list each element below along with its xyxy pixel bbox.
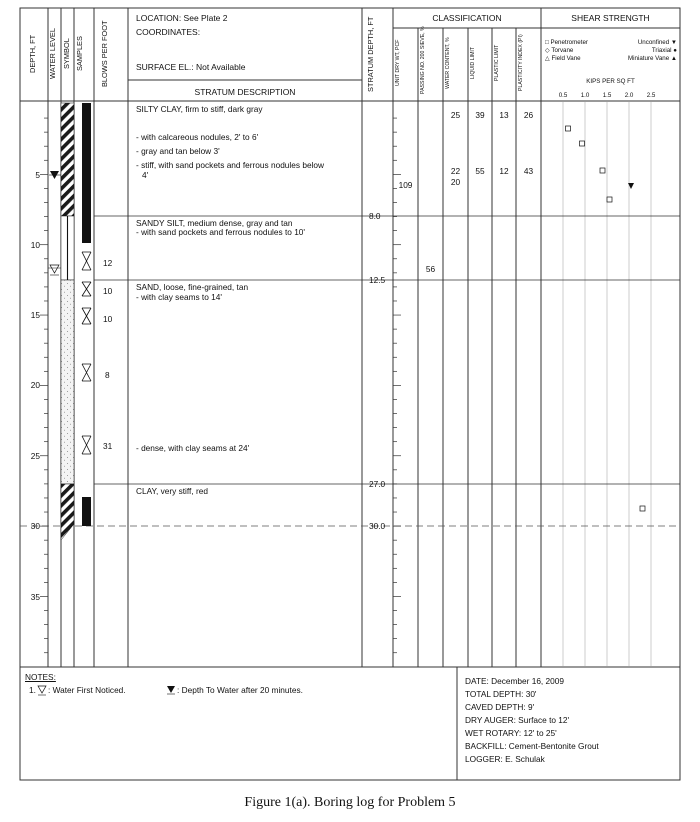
depth-label: 5 <box>35 170 40 180</box>
info-date: DATE: December 16, 2009 <box>465 676 564 686</box>
info-total-depth: TOTAL DEPTH: 30' <box>465 689 537 699</box>
water-content-value: 25 <box>450 110 461 120</box>
legend-field-vane: △ Field Vane <box>545 55 581 62</box>
notes-after-20min-text: : Depth To Water after 20 minutes. <box>177 685 303 695</box>
stratum-desc-line: - with sand pockets and ferrous nodules to 10' <box>136 227 306 237</box>
plasticity-index-value: 43 <box>523 166 534 176</box>
blow-count: 10 <box>103 286 113 296</box>
liquid-limit-value: 55 <box>475 166 485 176</box>
stratum-description-header: STRATUM DESCRIPTION <box>194 87 296 97</box>
samples-header: SAMPLES <box>75 36 84 72</box>
sand-symbol <box>61 280 74 484</box>
stratum-desc-line: CLAY, very stiff, red <box>136 486 208 496</box>
figure-caption: Figure 1(a). Boring log for Problem 5 <box>244 795 456 810</box>
stratum-depth-value: 27.0 <box>369 479 386 489</box>
stratum-depth-value: 8.0 <box>369 211 381 221</box>
blow-count: 8 <box>105 370 110 380</box>
info-backfill: BACKFILL: Cement-Bentonite Grout <box>465 741 599 751</box>
location-label: LOCATION: See Plate 2 <box>136 13 228 23</box>
blow-count: 31 <box>103 441 113 451</box>
stratum-desc-line: SANDY SILT, medium dense, gray and tan <box>136 218 293 228</box>
plastic-limit-header: PLASTIC LIMIT <box>494 44 500 82</box>
plasticity-index-value: 26 <box>523 110 534 120</box>
scale-tick: 0.5 <box>558 92 568 99</box>
water-content-value: 20 <box>450 177 461 187</box>
silty-clay-symbol <box>61 103 74 216</box>
info-wet-rotary: WET ROTARY: 12' to 25' <box>465 728 557 738</box>
legend-torvane: ◇ Torvane <box>545 47 574 54</box>
water-content-value: 22 <box>450 166 461 176</box>
passing-200-value: 56 <box>425 264 436 274</box>
blow-count: 10 <box>103 314 113 324</box>
plasticity-index-header: PLASTICITY INDEX (PI) <box>518 34 524 92</box>
stratum-desc-line: - with clay seams to 14' <box>136 292 222 302</box>
water-level-header: WATER LEVEL <box>48 28 57 80</box>
plastic-limit-value: 13 <box>499 110 509 120</box>
legend-penetrometer: □ Penetrometer <box>545 39 588 46</box>
depth-label: 10 <box>30 240 40 250</box>
coordinates-label: COORDINATES: <box>136 27 201 37</box>
scale-tick: 2.5 <box>646 92 656 99</box>
scale-tick: 1.5 <box>602 92 612 99</box>
stratum-depth-value: 30.0 <box>369 521 386 531</box>
blow-count: 12 <box>103 258 113 268</box>
blows-per-foot-header: BLOWS PER FOOT <box>100 20 109 88</box>
water-content-header: WATER CONTENT, % <box>445 37 451 89</box>
stratum-desc-line: - gray and tan below 3' <box>136 146 220 156</box>
stratum-depth-header: STRATUM DEPTH, FT <box>366 16 375 92</box>
notes-number: 1. <box>29 685 36 695</box>
notes-title: NOTES: <box>25 672 56 682</box>
shelby-sample-1 <box>82 103 91 243</box>
depth-label: 30 <box>30 521 40 531</box>
symbol-header: SYMBOL <box>62 38 71 70</box>
depth-label: 35 <box>30 592 40 602</box>
shelby-sample-2 <box>82 497 91 526</box>
info-caved-depth: CAVED DEPTH: 9' <box>465 702 535 712</box>
notes-first-noticed-symbol <box>38 686 46 693</box>
stratum-depth-value: 12.5 <box>369 275 386 285</box>
info-dry-auger: DRY AUGER: Surface to 12' <box>465 715 570 725</box>
depth-label: 20 <box>30 380 40 390</box>
legend-unconfined: Unconfined ▼ <box>637 39 677 46</box>
info-logger: LOGGER: E. Schulak <box>465 754 545 764</box>
stratum-desc-line: - stiff, with sand pockets and ferrous nodules below <box>136 160 325 170</box>
scale-tick: 1.0 <box>580 92 590 99</box>
passing-200-header: PASSING NO. 200 SIEVE, % <box>420 26 426 94</box>
liquid-limit-header: LIQUID LIMIT <box>470 47 476 79</box>
stratum-desc-line: SILTY CLAY, firm to stiff, dark gray <box>136 104 263 114</box>
outer-border <box>20 8 680 780</box>
legend-triaxial: Triaxial ● <box>651 47 677 54</box>
unit-dry-wt-value: 109 <box>398 180 413 190</box>
shear-strength-header: SHEAR STRENGTH <box>571 13 650 23</box>
surface-el-label: SURFACE EL.: Not Available <box>136 62 246 72</box>
notes-first-noticed-text: : Water First Noticed. <box>48 685 126 695</box>
legend-units: KIPS PER SQ FT <box>586 78 635 85</box>
classification-header: CLASSIFICATION <box>432 13 502 23</box>
stratum-desc-line: - dense, with clay seams at 24' <box>136 443 250 453</box>
unit-dry-wt-header: UNIT DRY WT, PCF <box>395 39 401 87</box>
liquid-limit-value: 39 <box>475 110 485 120</box>
notes-after-20min-symbol <box>167 686 175 693</box>
depth-ft-header: DEPTH, FT <box>28 34 37 74</box>
plastic-limit-value: 12 <box>499 166 509 176</box>
scale-tick: 2.0 <box>624 92 634 99</box>
stratum-desc-line: 4' <box>142 170 149 180</box>
stratum-desc-line: - with calcareous nodules, 2' to 6' <box>136 132 259 142</box>
depth-label: 25 <box>30 451 40 461</box>
depth-label: 15 <box>30 310 40 320</box>
stratum-desc-line: SAND, loose, fine-grained, tan <box>136 282 249 292</box>
spt-samples <box>82 252 91 454</box>
legend-miniature-vane: Miniature Vane ▲ <box>627 55 677 62</box>
clay-symbol <box>61 484 74 540</box>
water-first-noticed-symbol <box>50 265 59 273</box>
